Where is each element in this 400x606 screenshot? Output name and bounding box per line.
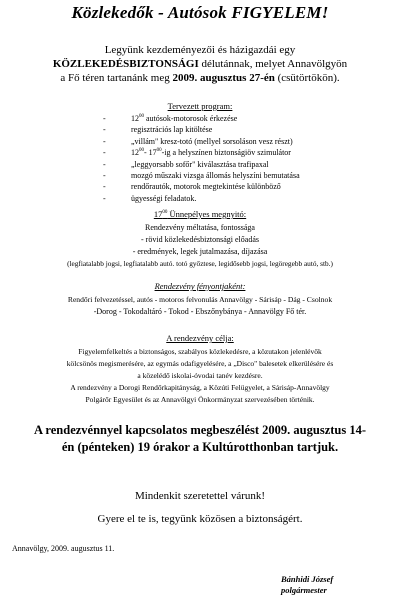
program-heading: Tervezett program:: [167, 101, 233, 111]
meeting-line-2: én (pénteken) 19 órakor a Kultúrotthonban tartjuk.: [61, 440, 339, 454]
signature-role: polgármester: [281, 585, 327, 595]
intro-line-3: [0, 71, 400, 85]
goal-line-4: A rendezvény a Dorogi Rendőrkapitányság, a Közúti Felügyelet, a Sárisáp-Annavölgy: [70, 383, 330, 392]
intro-line-2: [0, 57, 400, 71]
photos-heading: Rendezvény fényontjaként:: [154, 281, 246, 291]
intro-event-date: 2009. augusztus 27-én: [172, 72, 275, 84]
list-item: - rendőrautók, motorok megtekintése különböző: [103, 181, 300, 192]
signature-block: [281, 574, 333, 596]
list-item: - „villám" kresz-totó (mellyel sorsoláson vesz részt): [103, 136, 300, 147]
list-item: - „leggyorsabb sofőr" kiválasztása trafipaxal: [103, 159, 300, 170]
intro-paragraph: [0, 43, 400, 85]
photos-line-2: -Dorog - Tokodaltáró - Tokod - Ebszőnybánya - Annavölgy Fő tér.: [93, 307, 307, 316]
ceremony-line-3: - eredmények, legek jutalmazása, díjazása: [132, 247, 268, 256]
list-item: - mozgó műszaki vizsga állomás helyszíni bemutatása: [103, 170, 300, 181]
list-item: - regisztrációs lap kitöltése: [103, 124, 300, 135]
ceremony-line-1: Rendezvény méltatása, fontossága: [145, 223, 255, 232]
intro-event-name: KÖZLEKEDÉSBIZTONSÁGI: [52, 58, 199, 70]
goal-line-1: Figyelemfelkeltés a biztonságos, szabályos közlekedésre, a közutakon jelenlévők: [78, 347, 322, 356]
page-title: Közlekedők - Autósok FIGYELEM!: [71, 3, 329, 22]
goal-line-5: Polgárőr Egyesület és az Annavölgyi Önkormányzat szervezésében történik.: [85, 395, 315, 404]
list-item: - $12^{00}-$ $17^{00}-ig$ a helyszínen biztonságiöv szimulátor: [103, 147, 300, 158]
ceremony-line-2: - rövid közlekedésbiztonsági előadás: [141, 235, 259, 244]
list-item: - ügyességi feladatok.: [103, 193, 300, 204]
ceremony-heading: $17^{00}$ Ünnepélyes megnyitó:: [153, 209, 247, 219]
program-list: [103, 113, 300, 204]
list-item: - $12^{00}$ autósok-motorosok érkezése: [103, 113, 300, 124]
ceremony-line-4: (legfiatalabb jogsi, legfiatalabb autó. totó győztese, legidősebb jogsi, legöregebb autó, stb.): [67, 259, 333, 268]
signature-name: Bánhidi József: [281, 574, 334, 584]
goal-line-3: a közelédő iskolai-óvodai tanév kezdésre.: [137, 371, 263, 380]
closing-line-1: Mindenkit szeretettel várunk!: [134, 490, 266, 502]
document-date: Annavölgy, 2009. augusztus 11.: [12, 544, 115, 553]
intro-line-3-end: (csütörtökön).: [274, 72, 340, 84]
meeting-line-1: A rendezvénnyel kapcsolatos megbeszélést 2009. augusztus 14-: [33, 423, 367, 437]
goal-heading: A rendezvény célja:: [166, 333, 234, 343]
intro-line-2-rest: délutánnak, melyet Annavölgyön: [198, 58, 348, 70]
photos-line-1: Rendőri felvezetéssel, autós - motoros felvonulás Annavölgy - Sárisáp - Dág - Csolnok: [67, 295, 333, 304]
goal-line-2: kölcsönös megismerésére, az egymás odafigyelésére, a „Disco" balesetek elkerülésére és: [66, 359, 334, 368]
closing-line-2: Gyere el te is, tegyünk közösen a biztonságért.: [97, 513, 303, 525]
intro-line-1: Legyünk kezdeményezői és házigazdái egy: [104, 44, 296, 56]
intro-line-3-start: a Fő téren tartanánk meg: [60, 72, 173, 84]
